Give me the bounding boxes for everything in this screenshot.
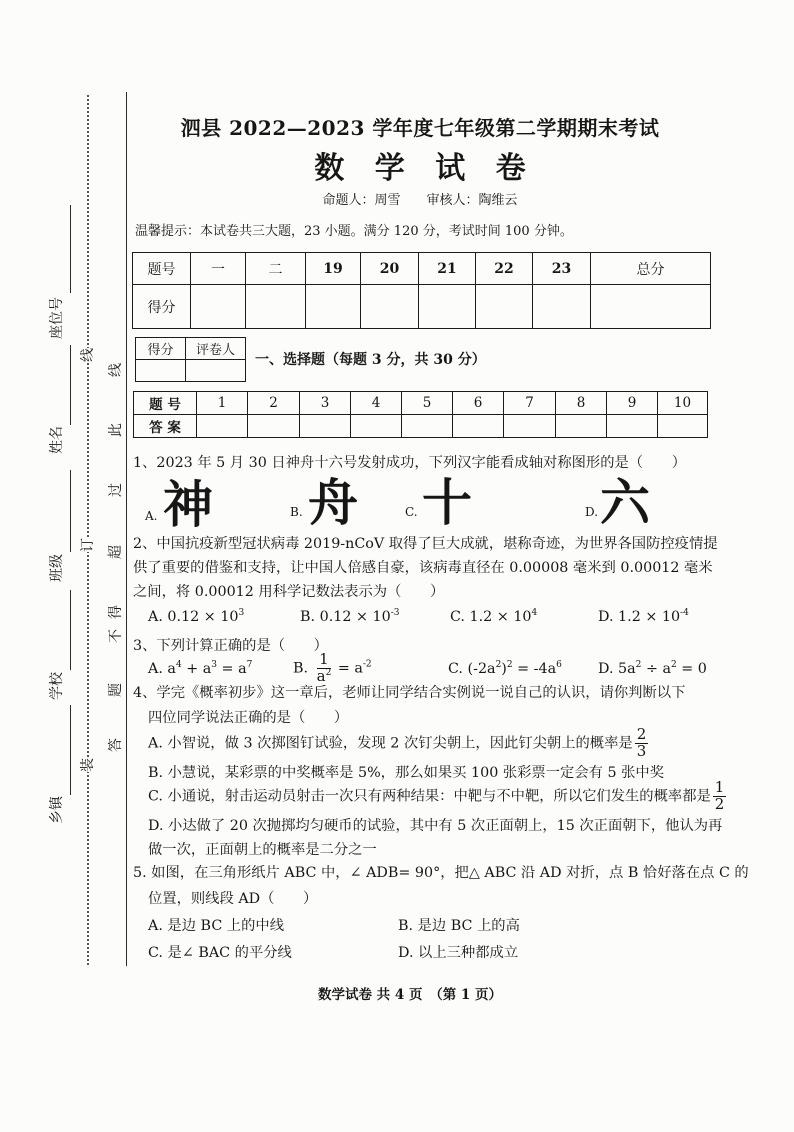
town-label: 乡镇 [49, 796, 65, 824]
answer-number-cell: 9 [607, 392, 658, 415]
option-text: A. 小智说，做 3 次掷图钉试验，发现 2 次钉尖朝上，因此钉尖朝上的概率是 [148, 735, 633, 752]
expr-part: ) [501, 661, 507, 677]
question-1-option-a-char: 神 [163, 475, 213, 534]
option-label: C. [448, 661, 463, 677]
expr-exponent: 2 [635, 660, 642, 671]
question-2-option-b [300, 609, 399, 626]
warning-char: 得 [108, 605, 124, 619]
question-2-option-d [598, 609, 689, 626]
answer-number-cell: 8 [556, 392, 607, 415]
option-label: A. [148, 661, 163, 677]
expr-exponent: 2 [495, 660, 502, 671]
expr-part: = 0 [676, 661, 707, 677]
option-label: B. [293, 660, 309, 677]
score-header-cell: 一 [191, 253, 246, 285]
answer-blank-cell [556, 415, 607, 438]
option-label: C. [450, 609, 465, 625]
expr-part: a [167, 661, 176, 677]
score-blank-cell [306, 285, 361, 329]
answer-number-cell: 3 [300, 392, 351, 415]
fraction-numerator: 2 [636, 725, 647, 743]
option-base: 1.2 × 10 [618, 609, 681, 625]
score-table [132, 252, 711, 329]
question-2-line: 之间，将 0.00012 用科学记数法表示为（ ） [133, 584, 445, 600]
option-base: 0.12 × 10 [319, 609, 391, 625]
fraction-numerator: 1 [714, 778, 725, 796]
option-exponent: 4 [531, 608, 538, 619]
score-header-cell: 23 [533, 253, 591, 285]
answer-blank-cell [504, 415, 556, 438]
score-table-header-row [133, 253, 711, 285]
name-label: 姓名 [49, 426, 65, 454]
question-1-option-b-char: 舟 [308, 473, 358, 532]
answer-blank-cell [453, 415, 504, 438]
school-label: 学校 [49, 672, 65, 700]
question-5-line: 位置，则线段 AD（ ） [148, 891, 318, 907]
answer-blank-cell [351, 415, 402, 438]
question-4-option-d-line: 做一次，正面朝上的概率是二分之一 [148, 842, 377, 858]
option-label: D. [598, 661, 614, 677]
expr-exponent: 3 [211, 660, 218, 671]
question-4-option-c [148, 780, 726, 813]
question-5-option-c: C. 是∠ BAC 的平分线 [148, 945, 292, 961]
expr-part: ÷ a [641, 661, 671, 677]
seat-number-label: 座位号 [49, 297, 65, 339]
page-footer: 数学试卷 共 4 页 （第 1 页） [317, 987, 503, 1003]
exam-title: 泗县 2022—2023 学年度七年级第二学期期末考试 [180, 116, 660, 140]
option-label: B. [300, 609, 316, 625]
expr-part: (-2a [467, 661, 496, 677]
authors-line: 命题人：周雪 审核人：陶维云 [322, 193, 518, 208]
answer-blank-cell [658, 415, 708, 438]
expr-exponent: -2 [362, 659, 372, 670]
score-blank-cell [246, 285, 306, 329]
seal-mark-staple: 装 [80, 758, 96, 772]
question-1-option-a-label: A. [145, 509, 158, 523]
answer-blank-cell [402, 415, 453, 438]
answer-blank-cell [248, 415, 300, 438]
fraction-denominator: 3 [636, 741, 647, 760]
warning-char: 超 [108, 545, 124, 559]
option-exponent: -3 [390, 608, 400, 619]
grader-header-row [136, 338, 246, 360]
grader-score-label: 得分 [136, 338, 186, 360]
score-header-cell: 总分 [591, 253, 711, 285]
warning-char: 过 [108, 483, 124, 497]
option-base: 1.2 × 10 [469, 609, 532, 625]
question-3-option-b [293, 652, 372, 685]
expr-part: 5a [618, 661, 636, 677]
grader-blank-row [136, 360, 246, 382]
fraction-denominator: 2 [714, 794, 725, 813]
option-label: A. [148, 609, 163, 625]
score-table-score-row [133, 285, 711, 329]
score-blank-cell [419, 285, 476, 329]
grader-blank-cell [186, 360, 246, 382]
score-blank-cell [476, 285, 533, 329]
option-exponent: -4 [680, 608, 689, 619]
question-4-option-d-line: D. 小达做了 20 次抛掷均匀硬币的试验，其中有 5 次正面朝上，15 次正面朝下，他认为再 [148, 818, 723, 834]
option-label: D. [598, 609, 614, 625]
score-header-cell: 22 [476, 253, 533, 285]
expr-exponent: 7 [246, 660, 253, 671]
denominator-base: a [316, 666, 326, 685]
fraction-denominator [315, 666, 334, 685]
answer-table [133, 391, 708, 438]
expr-exponent: 4 [175, 660, 182, 671]
question-4-option-b: B. 小慧说，某彩票的中奖概率是 5%，那么如果买 100 张彩票一定会有 5 张中奖 [148, 765, 664, 781]
answer-number-cell: 7 [504, 392, 556, 415]
question-3-stem: 3、下列计算正确的是（ ） [133, 638, 328, 654]
question-3-option-a [148, 661, 252, 678]
question-1-option-c-label: C. [405, 505, 418, 519]
question-5-line: 5. 如图，在三角形纸片 ABC 中，∠ ADB= 90°，把△ ABC 沿 AD 对折，点 B 恰好落在点 C 的 [133, 865, 749, 881]
warning-char: 不 [108, 629, 124, 643]
school-blank-line [70, 590, 71, 670]
score-blank-cell [361, 285, 419, 329]
score-blank-cell [533, 285, 591, 329]
question-5-option-b: B. 是边 BC 上的高 [398, 918, 520, 934]
expr-part: = a [217, 661, 247, 677]
subject-title: 数 学 试 卷 [314, 151, 536, 186]
expr-exponent: 6 [556, 660, 562, 671]
question-3-option-d [598, 661, 707, 678]
answer-table-header-label: 题 号 [134, 392, 197, 415]
section-heading: 一、选择题（每题 3 分，共 30 分） [255, 352, 486, 368]
question-1-option-d-char: 六 [600, 473, 650, 532]
option-text: C. 小通说，射击运动员射击一次只有两种结果：中靶与不中靶，所以它们发生的概率都是 [148, 788, 711, 805]
margin-border-line [126, 92, 127, 966]
question-5-option-a: A. 是边 BC 上的中线 [148, 918, 284, 934]
class-label: 班级 [49, 554, 65, 582]
warning-char: 答 [108, 738, 124, 752]
answer-number-cell: 5 [402, 392, 453, 415]
grader-name-label: 评卷人 [186, 338, 246, 360]
expr-part: = -4a [512, 661, 557, 677]
exam-tip: 温馨提示：本试卷共三大题，23 小题。满分 120 分，考试时间 100 分钟。 [135, 224, 573, 239]
fraction-numerator: 1 [319, 650, 329, 668]
seal-mark-line: 线 [80, 348, 96, 362]
score-header-cell: 21 [419, 253, 476, 285]
question-5-option-d: D. 以上三种都成立 [398, 945, 519, 961]
seal-dotted-line [87, 95, 89, 965]
score-blank-cell [191, 285, 246, 329]
score-header-cell: 二 [246, 253, 306, 285]
option-exponent: 3 [238, 608, 245, 619]
seal-mark-bind: 订 [80, 538, 96, 552]
score-header-cell: 20 [361, 253, 419, 285]
seat-number-blank-line [70, 205, 71, 293]
warning-char: 线 [108, 363, 124, 377]
question-2-option-a [148, 609, 244, 626]
answer-blank-cell [607, 415, 658, 438]
question-4-option-a [148, 727, 648, 760]
score-header-cell: 题号 [133, 253, 191, 285]
question-3-option-c [448, 661, 562, 678]
answer-number-cell: 1 [197, 392, 248, 415]
score-blank-cell [591, 285, 711, 329]
answer-row-label: 答 案 [134, 415, 197, 438]
name-blank-line [70, 345, 71, 425]
answer-blank-cell [300, 415, 351, 438]
question-4-line: 四位同学说法正确的是（ ） [148, 710, 349, 726]
answer-blank-cell [197, 415, 248, 438]
class-blank-line [70, 470, 71, 552]
town-blank-line [70, 705, 71, 795]
question-2-line: 2、中国抗疫新型冠状病毒 2019-nCoV 取得了巨大成就，堪称奇迹，为世界各国防控疫情提 [133, 536, 718, 552]
answer-number-cell: 2 [248, 392, 300, 415]
expr-exponent: 2 [325, 667, 332, 678]
option-base: 0.12 × 10 [167, 609, 239, 625]
fraction [635, 727, 649, 760]
question-1-option-d-label: D. [585, 505, 599, 519]
expr-part: = a [333, 660, 363, 677]
expr-exponent: 2 [671, 660, 677, 671]
fraction [713, 780, 727, 813]
fraction [315, 652, 334, 685]
question-2-option-c [450, 609, 537, 626]
expr-exponent: 2 [506, 660, 513, 671]
answer-table-answer-row [134, 415, 708, 438]
score-header-cell: 19 [306, 253, 361, 285]
question-1-stem: 1、2023 年 5 月 30 日神舟十六号发射成功，下列汉字能看成轴对称图形的是（ ） [133, 455, 686, 471]
answer-table-number-row [134, 392, 708, 415]
grader-blank-cell [136, 360, 186, 382]
question-1-option-b-label: B. [290, 505, 303, 519]
question-4-line: 4、学完《概率初步》这一章后，老师让同学结合实例说一说自己的认识，请你判断以下 [133, 685, 686, 701]
answer-number-cell: 10 [658, 392, 708, 415]
warning-char: 此 [108, 423, 124, 437]
expr-part: + a [181, 661, 212, 677]
question-1-option-c-char: 十 [422, 473, 472, 532]
answer-number-cell: 6 [453, 392, 504, 415]
question-2-line: 供了重要的借鉴和支持，让中国人倍感自豪，该病毒直径在 0.00008 毫米到 0.00012 毫米 [133, 560, 713, 576]
grader-box [135, 337, 246, 382]
answer-number-cell: 4 [351, 392, 402, 415]
warning-char: 题 [108, 683, 124, 697]
score-row-label: 得分 [133, 285, 191, 329]
